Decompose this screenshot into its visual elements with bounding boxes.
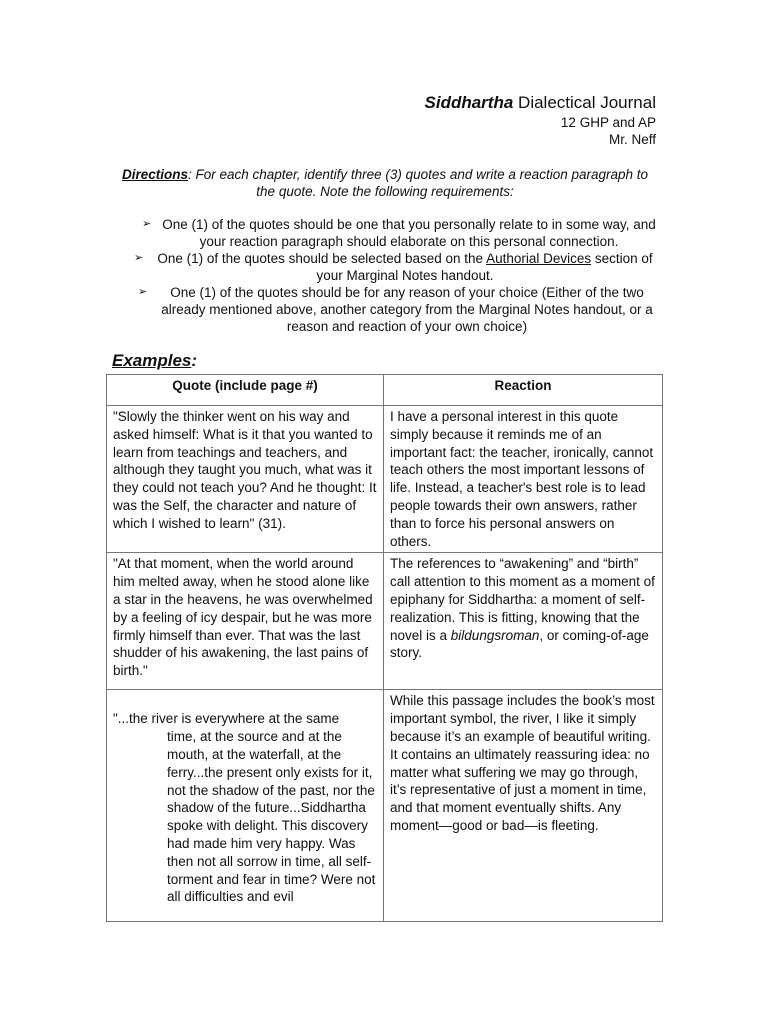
column-header-quote: Quote (include page #) (107, 375, 384, 406)
quote-cell: "Slowly the thinker went on his way and asked himself: What is it that you wanted to learn from teachings and teachers, and although they taught you much, what was it they could not teach you? And he thought: It was the Self, the character and nature of which I wished to learn" (31). (107, 406, 384, 553)
quote-cell (107, 690, 384, 922)
reaction-text-after: , or coming-of-age story. (390, 627, 649, 661)
examples-heading-text: Examples (112, 351, 192, 370)
arrow-bullet-icon: ➢ (134, 252, 144, 264)
directions-label: Directions (121, 167, 188, 182)
table-header-row (107, 375, 663, 406)
directions-paragraph (112, 166, 658, 200)
quote-indented-text: time, at the source and at the mouth, at the waterfall, at the ferry...the present only exists for it, not the shadow of the past, nor the shadow of the future...Siddhartha spoke with delight. This discovery had made him very happy. Was then not all sorrow in time, all self-torment and fear in time? Were not all difficulties and evil (167, 729, 376, 905)
examples-heading-colon: : (191, 351, 198, 370)
quote-first-line: "...the river is everywhere at the same (113, 711, 340, 727)
requirement-item (134, 284, 658, 335)
table-row (107, 690, 663, 922)
column-header-reaction: Reaction (384, 375, 663, 406)
quote-cell: "At that moment, when the world around him melted away, when he stood alone like a star in the heavens, he was overwhelmed by a feeling of icy despair, but he was more firmly himself than ever. That was the last shudder of his awakening, the last pains of birth." (107, 553, 384, 690)
table-row (107, 553, 663, 690)
quote-block (113, 692, 377, 906)
requirement-item (130, 250, 658, 284)
examples-table (106, 374, 663, 922)
arrow-bullet-icon: ➢ (142, 218, 152, 230)
requirement-text: One (1) of the quotes should be one that you personally relate to in some way, and your reaction paragraph should elaborate on this personal connection. (162, 217, 656, 249)
requirement-text-after: section of your Marginal Notes handout. (316, 251, 653, 283)
reaction-text-before: The references to “awakening” and “birth” call attention to this moment as a moment of epiphany for Siddhartha: a moment of self-realization. This is fitting, knowing that the novel is a (390, 556, 655, 643)
arrow-bullet-icon: ➢ (138, 286, 148, 298)
directions-text: : For each chapter, identify three (3) quotes and write a reaction paragraph to the quote. Note the following requirements: (188, 167, 649, 199)
reaction-cell: While this passage includes the book’s most important symbol, the river, I like it simply because it’s an example of beautiful writing. It contains an ultimately reassuring idea: no matter what suffering we may go through, it’s representative of just a moment in time, and that moment eventually shifts. Any moment—good or bad—is fleeting. (384, 690, 663, 922)
requirement-text: One (1) of the quotes should be for any reason of your choice (Either of the two already mentioned above, another category from the Marginal Notes handout, or a reason and reaction of your own choice) (161, 285, 653, 334)
requirements-list (134, 216, 658, 335)
teacher-name: Mr. Neff (608, 132, 656, 147)
title-book-name: Siddhartha (424, 93, 514, 112)
document-title (425, 92, 656, 114)
document-header (425, 92, 656, 148)
requirement-text (152, 250, 658, 284)
reaction-cell: I have a personal interest in this quote simply because it reminds me of an important fact: the teacher, ironically, cannot teach others the most important lessons of life. Instead, a teacher's best role is to lead people towards their own answers, rather than to force his personal answers on others. (384, 406, 663, 553)
requirement-item (138, 216, 658, 250)
authorial-devices-ref: Authorial Devices (486, 251, 592, 266)
reaction-italic-term: bildungsroman (450, 627, 540, 643)
class-line: 12 GHP and AP (560, 115, 656, 130)
requirement-text-before: One (1) of the quotes should be selected based on the (157, 251, 487, 266)
reaction-cell (384, 553, 663, 690)
table-row (107, 406, 663, 553)
title-suffix: Dialectical Journal (513, 93, 656, 112)
examples-heading (112, 351, 197, 371)
